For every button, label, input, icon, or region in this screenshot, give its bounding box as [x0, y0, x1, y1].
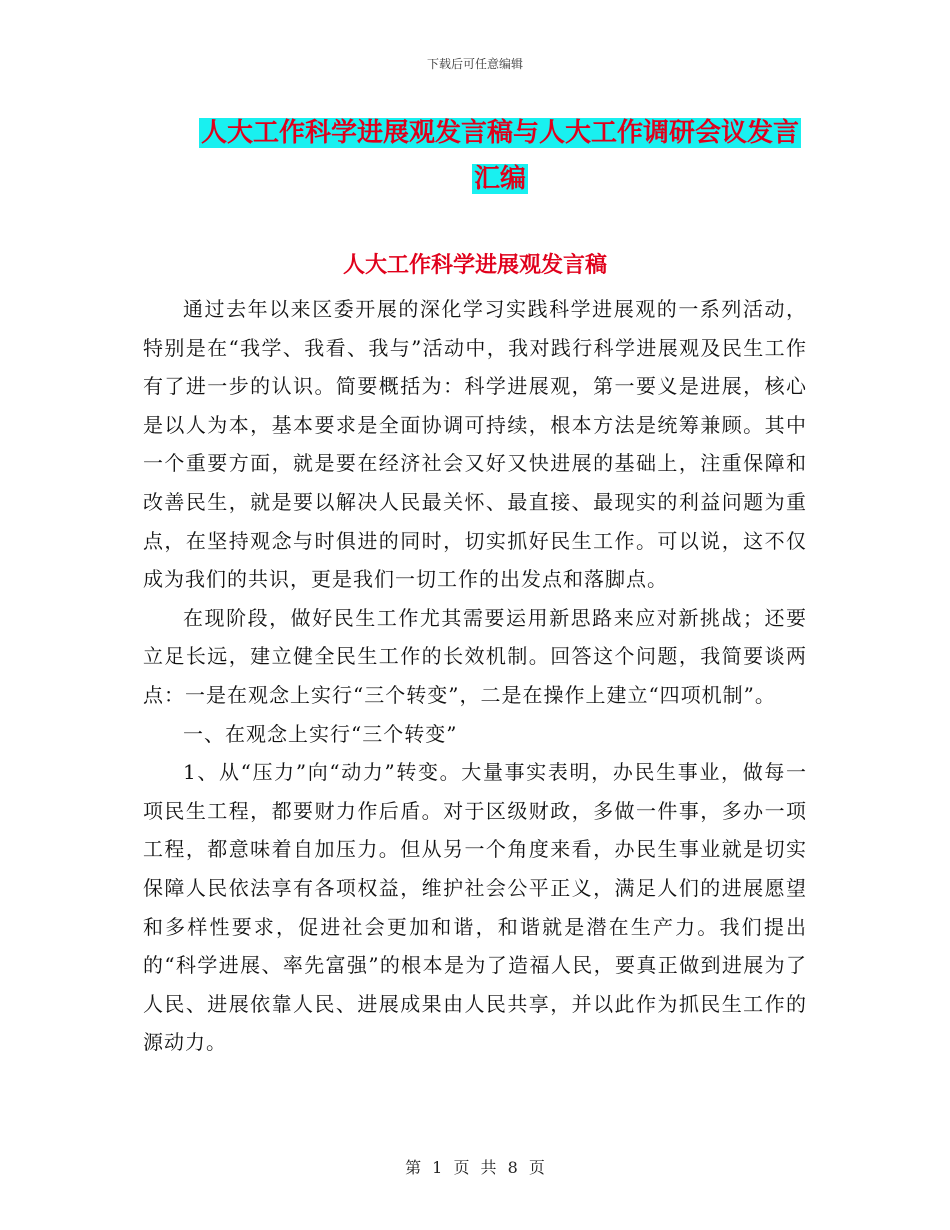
paragraph-heading: 一、在观念上实行“三个转变” — [183, 721, 458, 746]
title-line-1: 人大工作科学进展观发言稿与人大工作调研会议发言 — [200, 118, 799, 148]
body-text — [143, 290, 807, 1062]
paragraph: 1、从“压力”向“动力”转变。大量事实表明，办民生事业，做每一项民生工程，都要财力作后盾。对于区级财政，多做一件事，多办一项工程，都意味着自加压力。但从另一个角度来看，办民生事业就是切实保障人民依法享有各项权益，维护社会公平正义，满足人们的进展愿望和多样性要求，促进社会更加和谐，和谐就是潜在生产力。我们提出的“科学进展、率先富强”的根本是为了造福人民，要真正做到进展为了人民、进展依靠人民、进展成果由人民共享，并以此作为抓民生工作的源动力。 — [143, 760, 807, 1055]
document-title — [180, 110, 820, 202]
page-footer: 第 1 页 共 8 页 — [405, 1158, 545, 1177]
paragraph: 在现阶段，做好民生工作尤其需要运用新思路来应对新挑战；还要立足长远，建立健全民生工作的长效机制。回答这个问题，我简要谈两点：一是在观念上实行“三个转变”，二是在操作上建立“四项机制”。 — [143, 605, 807, 707]
paragraph: 通过去年以来区委开展的深化学习实践科学进展观的一系列活动，特别是在“我学、我看、我与”活动中，我对践行科学进展观及民生工作有了进一步的认识。简要概括为：科学进展观，第一要义是进展，核心是以人为本，基本要求是全面协调可持续，根本方法是统筹兼顾。其中一个重要方面，就是要在经济社会又好又快进展的基础上，注重保障和改善民生，就是要以解决人民最关怀、最直接、最现实的利益问题为重点，在坚持观念与时俱进的同时，切实抓好民生工作。可以说，这不仅成为我们的共识，更是我们一切工作的出发点和落脚点。 — [143, 297, 807, 592]
header-note: 下载后可任意编辑 — [426, 57, 523, 71]
section-title: 人大工作科学进展观发言稿 — [342, 253, 607, 278]
title-line-2: 汇编 — [473, 164, 526, 194]
